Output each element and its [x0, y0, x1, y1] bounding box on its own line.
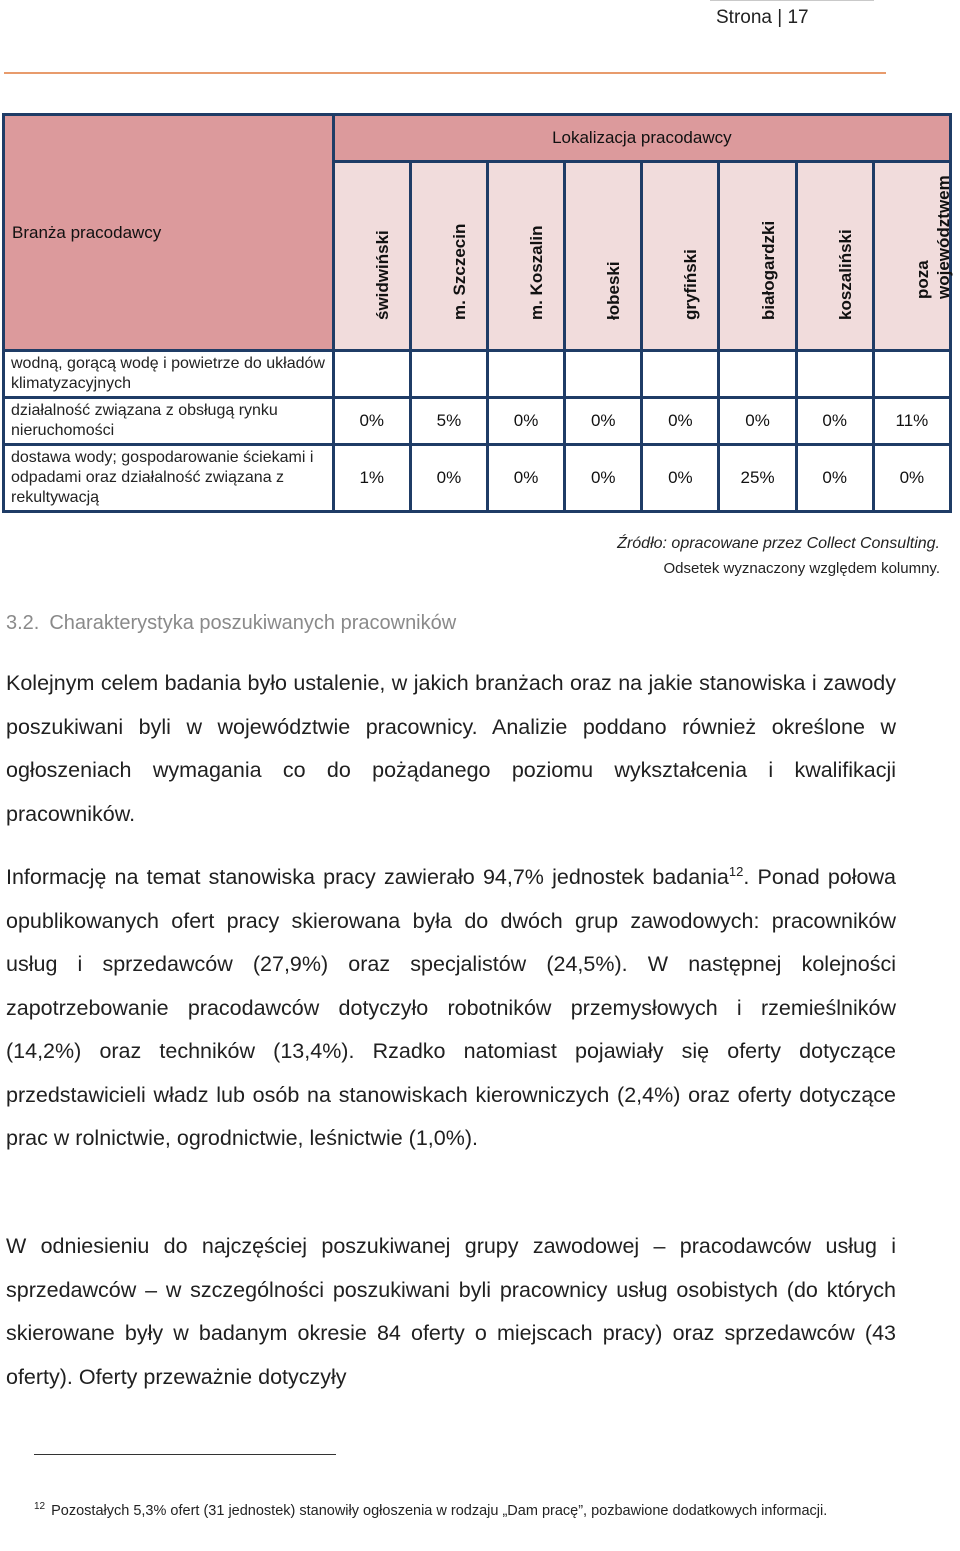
table-cell: [335, 352, 409, 396]
column-header: [798, 163, 872, 349]
table-source-note: [617, 531, 940, 581]
table-row-label: wodną, gorącą wodę i powietrze do układów klimatyzacyjnych: [5, 352, 332, 396]
column-header: [489, 163, 563, 349]
footnote-reference[interactable]: 12: [728, 863, 744, 879]
paragraph-2-start: Informację na temat stanowiska pracy zawierało 94,7% jednostek badania: [6, 865, 729, 889]
column-header-label: poza województwem: [912, 175, 953, 299]
table-cell: [412, 352, 486, 396]
paragraph-2-rest: . Ponad połowa opublikowanych ofert pracy skierowana była do dwóch grup zawodowych: pracowników usług i sprzedawców (27,9%) oraz specjalistów (24,5%). W następnej kolejności zapotrzebowanie pracodawców dotyczyło robotników przemysłowych i rzemieślników (14,2%) oraz techników (13,4%). Rzadko natomiast pojawiały się oferty dotyczące przedstawicieli władz lub osób na stanowiskach kierowniczych (2,4%) oraz oferty dotyczące prac w rolnictwie, ogrodnictwie, leśnictwie (1,0%).: [6, 865, 896, 1150]
section-heading: [6, 612, 456, 635]
table-cell: 0%: [566, 399, 640, 443]
location-header: Lokalizacja pracodawcy: [335, 116, 949, 160]
table-cell: 0%: [335, 399, 409, 443]
footnote: [34, 1497, 896, 1526]
table-cell: 0%: [643, 399, 717, 443]
table-cell: 0%: [798, 399, 872, 443]
column-header: [412, 163, 486, 349]
column-header-label: m. Szczecin: [449, 223, 469, 320]
section-title: Charakterystyka poszukiwanych pracowników: [49, 612, 457, 634]
column-header: [720, 163, 794, 349]
column-header: [643, 163, 717, 349]
table-cell: [720, 352, 794, 396]
table-cell: 0%: [798, 446, 872, 510]
table-cell: 0%: [489, 399, 563, 443]
table-cell: 1%: [335, 446, 409, 510]
paragraph-2: [6, 856, 896, 1161]
table-cell: [566, 352, 640, 396]
column-header: [875, 163, 953, 349]
column-header-label: białogardzki: [758, 220, 778, 320]
table-cell: 5%: [412, 399, 486, 443]
header-top-rule: [710, 0, 874, 1]
table-cell: 11%: [875, 399, 949, 443]
branch-header: Branża pracodawcy: [5, 116, 332, 349]
source-line: Źródło: opracowane przez Collect Consulting.: [617, 535, 940, 552]
column-header: [335, 163, 409, 349]
header-divider: [4, 72, 886, 74]
table-cell: [643, 352, 717, 396]
source-method-line: Odsetek wyznaczony względem kolumny.: [663, 560, 940, 577]
footnote-number: 12: [34, 1501, 46, 1513]
column-header-label: koszaliński: [835, 229, 855, 320]
page-number: Strona | 17: [716, 7, 809, 28]
table-cell: [875, 352, 949, 396]
table-cell: 25%: [720, 446, 794, 510]
table-cell: [489, 352, 563, 396]
column-header-label: gryfiński: [681, 249, 701, 320]
paragraph-3: W odniesieniu do najczęściej poszukiwanej grupy zawodowej – pracodawców usług i sprzedawców – w szczególności poszukiwani byli pracownicy usług osobistych (do których skierowane były w badanym okresie 84 oferty o miejscach pracy) oraz sprzedawców (43 oferty). Oferty przeważnie dotyczyły: [6, 1234, 896, 1389]
table-cell: 0%: [489, 446, 563, 510]
column-header-label: łobeski: [604, 261, 624, 320]
location-table: [2, 113, 952, 513]
section-number: 3.2.: [6, 612, 40, 634]
column-header: [566, 163, 640, 349]
column-header-label: świdwiński: [372, 230, 392, 320]
table-row-label: działalność związana z obsługą rynku nieruchomości: [5, 399, 332, 443]
footnote-divider: [34, 1454, 336, 1455]
table-cell: [798, 352, 872, 396]
table-cell: 0%: [875, 446, 949, 510]
column-header-label: m. Koszalin: [527, 225, 547, 320]
footnote-text: Pozostałych 5,3% ofert (31 jednostek) stanowiły ogłoszenia w rodzaju „Dam pracę”, pozbawione dodatkowych informacji.: [51, 1503, 828, 1519]
table-row-label: dostawa wody; gospodarowanie ściekami i odpadami oraz działalność związana z rekultywacją: [5, 446, 332, 510]
table-cell: 0%: [720, 399, 794, 443]
table-cell: 0%: [566, 446, 640, 510]
table-cell: 0%: [643, 446, 717, 510]
page-header: [708, 0, 874, 34]
paragraph-1: Kolejnym celem badania było ustalenie, w jakich branżach oraz na jakie stanowiska i zawody poszukiwani byli w województwie pracownicy. Analizie poddano również określone w ogłoszeniach wymagania co do pożądanego poziomu wykształcenia i kwalifikacji pracowników.: [6, 671, 896, 826]
table-cell: 0%: [412, 446, 486, 510]
